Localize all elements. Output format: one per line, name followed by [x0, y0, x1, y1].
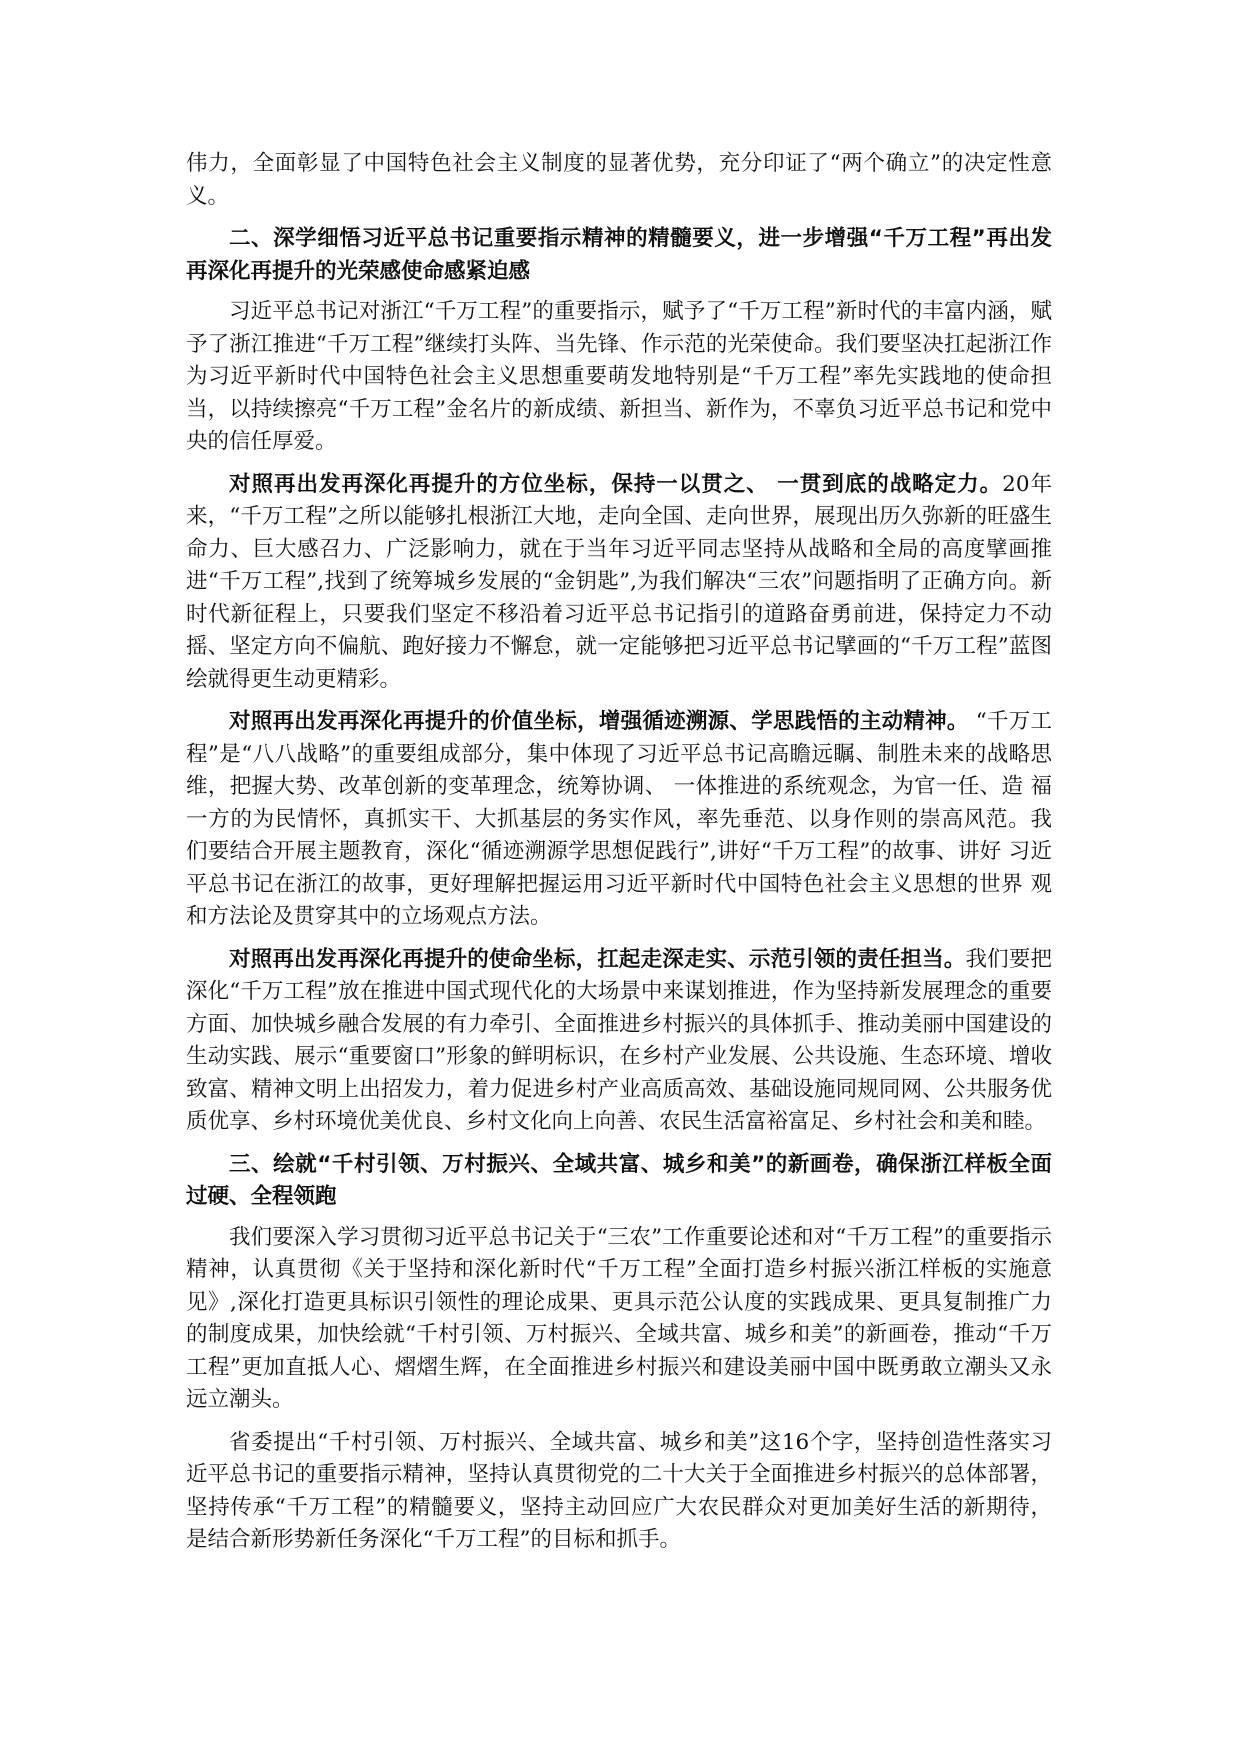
section-3-paragraph-1: 我们要深入学习贯彻习近平总书记关于“三农”工作重要论述和对“千万工程”的重要指示精神，认真贯彻《关于坚持和深化新时代“千万工程”全面打造乡村振兴浙江样板的实施意见》,深化打造更具标识引领性的理论成果、更具示范公认度的实践成果、更具复制推广力的制度成果，加快绘就“千村引领、万村振兴、全域共富、城乡和美”的新画卷，推动“千万工程”更加直抵人心、熠熠生辉，在全面推进乡村振兴和建设美丽中国中既勇敢立潮头又永远立潮头。 — [186, 1224, 1052, 1412]
paragraph-4-body: 我们要把深化“千万工程”放在推进中国式现代化的大场景中来谋划推进，作为坚持新发展理念的重要方面、加快城乡融合发展的有力牵引、全面推进乡村振兴的具体抓手、推动美丽中国建设的生动实践、展示“重要窗口”形象的鲜明标识，在乡村产业发展、公共设施、生态环境、增收致富、精神文明上出招发力，着力促进乡村产业高质高效、基础设施同规同网、公共服务优质优享、乡村环境优美优良、乡村文化向上向善、农民生活富裕富足、乡村社会和美和睦。 — [186, 946, 1052, 1134]
paragraph-3-lead: 对照再出发再深化再提升的价值坐标，增强循迹溯源、学思践悟的主动精神。 — [229, 709, 969, 734]
section-2-paragraph-2 — [186, 469, 1052, 697]
paragraph-2-body: 20年来，“千万工程”之所以能够扎根浙江大地，走向全国、走向世界，展现出历久弥新的旺盛生命力、巨大感召力、广泛影响力，就在于当年习近平同志坚持从战略和全局的高度擘画推进“千万工程”,找到了统筹城乡发展的“金钥匙”,为我们解决“三农”问题指明了正确方向。新时代新征程上，只要我们坚定不移沿着习近平总书记指引的道路奋勇前进，保持定力不动摇、坚定方向不偏航、跑好接力不懈怠，就一定能够把习近平总书记擘画的“千万工程”蓝图绘就得更生动更精彩。 — [186, 471, 1052, 692]
paragraph-4-lead: 对照再出发再深化再提升的使命坐标，扛起走深走实、示范引领的责任担当。 — [229, 946, 966, 972]
section-3-heading: 三、绘就“千村引领、万村振兴、全域共富、城乡和美”的新画卷，确保浙江样板全面过硬、全程领跑 — [186, 1151, 1052, 1209]
section-2-paragraph-4 — [186, 944, 1052, 1139]
section-2-paragraph-3 — [186, 706, 1052, 934]
section-3-paragraph-2: 省委提出“千村引领、万村振兴、全域共富、城乡和美”这16个字，坚持创造性落实习近平总书记的重要指示精神，坚持认真贯彻党的二十大关于全面推进乡村振兴的总体部署， 坚持传承“千万工程”的精髓要义，坚持主动回应广大农民群众对更加美好生活的新期待， 是结合新形势新任务深化“千万工程”的目标和抓手。 — [186, 1429, 1052, 1552]
section-2-paragraph-1: 习近平总书记对浙江“千万工程”的重要指示，赋予了“千万工程”新时代的丰富内涵，赋予了浙江推进“千万工程”继续打头阵、当先锋、作示范的光荣使命。我们要坚决扛起浙江作为习近平新时代中国特色社会主义思想重要萌发地特别是“千万工程”率先实践地的使命担当，以持续擦亮“千万工程”金名片的新成绩、新担当、新作为，不辜负习近平总书记和党中央的信任厚爱。 — [186, 299, 1052, 454]
section-2-heading: 二、深学细悟习近平总书记重要指示精神的精髓要义，进一步增强“千万工程”再出发再深化再提升的光荣感使命感紧迫感 — [186, 226, 1052, 284]
intro-tail-paragraph: 伟力，全面彰显了中国特色社会主义制度的显著优势，充分印证了“两个确立”的决定性意义。 — [186, 151, 1052, 209]
paragraph-3-body: “千万工程”是“八八战略”的重要组成部分，集中体现了习近平总书记高瞻远瞩、制胜未来的战略思维，把握大势、改革创新的变革理念，统筹协调、 一体推进的系统观念，为官一任、造 福一方的为民情怀，真抓实干、大抓基层的务实作风，率先垂范、以身作则的崇高风范。我 们要结合开展主题教育，深化“循迹溯源学思想促践行”,讲好“千万工程”的故事、讲好 习近平总书记在浙江的故事，更好理解把握运用习近平新时代中国特色社会主义思想的世界 观和方法论及贯穿其中的立场观点方法。 — [186, 709, 1052, 929]
document-page — [186, 148, 1052, 1567]
paragraph-2-lead: 对照再出发再深化再提升的方位坐标，保持一以贯之、 一贯到底的战略定力。 — [229, 471, 1003, 497]
